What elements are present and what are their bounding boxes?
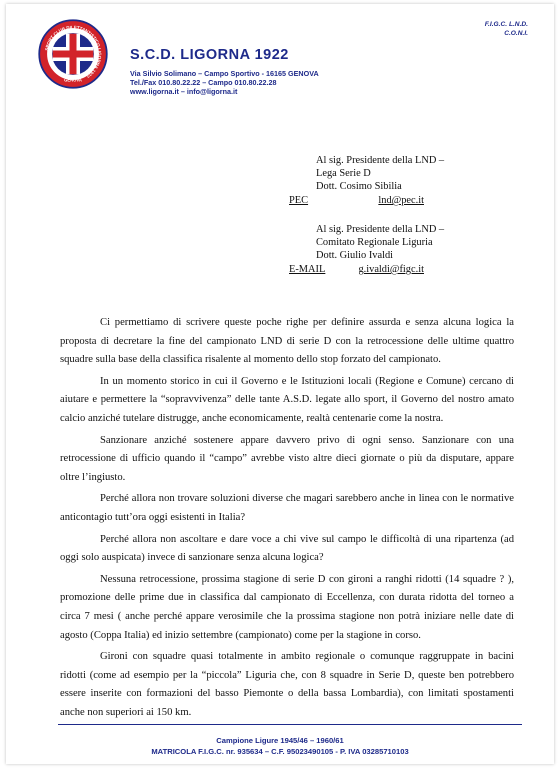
paragraph: Perché allora non ascoltare e dare voce a chi vive sul campo le difficoltà di una ripartenza (ad oggi solo auspicata) invece di sanzionare senza alcuna logica? (60, 533, 514, 564)
paragraph: Gironi con squadre quasi totalmente in ambito regionale o comunque raggruppate in bacini ridotti (come ad esempio per la “piccola” Liguria che, con 8 squadre in Serie D, queste ben potrebbero essere inserite con formazioni del basso Piemonte o della bassa Lombardia), con limitati spostamenti anche non superiori ai 150 km. (60, 651, 514, 718)
org-web: www.ligorna.it – info@ligorna.it (130, 87, 238, 96)
recipient-1-line-2: Lega Serie D (316, 168, 371, 179)
recipient-2-line-2: Comitato Regionale Liguria (316, 237, 433, 248)
club-logo (38, 19, 108, 89)
footer-title: Campione Ligure 1945/46 – 1960/61 (216, 736, 344, 745)
recipient-2-line-1: Al sig. Presidente della LND – (316, 224, 445, 235)
recipient-2-contact-label: E-MAIL (289, 264, 326, 275)
figc-label: F.I.G.C. L.N.D. (484, 21, 528, 28)
org-name: S.C.D. LIGORNA 1922 (130, 47, 289, 63)
paragraph: Nessuna retrocessione, prossima stagione di serie D con gironi a ranghi ridotti (14 squadre ? ), promozione delle prime due in classifica dal campionato di Eccellenza, con durata ridotta del torneo a circa 7 mesi ( anche perché appare verosimile che la prossima stagione non potrà iniziare nelle date di agosto (Coppa Italia) ed inizio settembre (campionato) come per la stagione in corso. (60, 573, 514, 641)
paragraph: Sanzionare anziché sostenere appare davvero privo di ogni senso. Sanzionare con una retrocessione di ufficio quando il “campo” avrebbe visto altre dieci giornate o più da disputare, appare oltre l’ingiusto. (60, 434, 514, 483)
coni-label: C.O.N.I. (504, 30, 528, 37)
recipient-1-line-3: Dott. Cosimo Sibilia (316, 181, 402, 192)
letter-page (6, 4, 554, 764)
footer-registration: MATRICOLA F.I.G.C. nr. 935634 – C.F. 95023490105 - P. IVA 03285710103 (151, 747, 409, 756)
recipient-2-contact-value[interactable]: g.ivaldi@figc.it (358, 264, 424, 275)
recipient-1-contact-label: PEC (289, 195, 309, 206)
recipient-2-line-3: Dott. Giulio Ivaldi (316, 250, 394, 261)
paragraph: Ci permettiamo di scrivere queste poche righe per definire assurda e senza alcuna logica la proposta di decretare la fine del campionato LND di serie D con la retrocessione delle ultime quattro squadre sulla base della classifica risalente al momento dello stop forzato del campionato. (60, 317, 514, 366)
figc-coni-block (485, 20, 528, 38)
org-phones: Tel./Fax 010.80.22.22 – Campo 010.80.22.28 (130, 78, 277, 87)
footer-divider (58, 724, 522, 725)
logo-ring-text: SPORT CLUB DILETTANTISTICO LIGORNA 1922 (44, 24, 103, 79)
paragraph: Perché allora non trovare soluzioni diverse che magari sarebbero anche in linea con le normative anticontagio tutt’ora oggi esistenti in Italia? (60, 493, 514, 523)
logo-bottom-text: GENOVA (64, 77, 82, 83)
org-address: Via Silvio Solimano – Campo Sportivo - 16165 GENOVA (130, 69, 319, 78)
recipient-1-line-1: Al sig. Presidente della LND – (316, 155, 445, 166)
recipient-1-contact-value[interactable]: lnd@pec.it (378, 195, 424, 206)
paragraph: In un momento storico in cui il Governo e le Istituzioni locali (Regione e Comune) cercano di aiutare e permettere la “sopravvivenza” delle tante A.S.D. legate allo sport, il Governo del nostro amato calcio anziché tutelare distrugge, anche economicamente, realtà centenarie come la nostra. (60, 375, 514, 424)
letter-body (60, 314, 514, 725)
